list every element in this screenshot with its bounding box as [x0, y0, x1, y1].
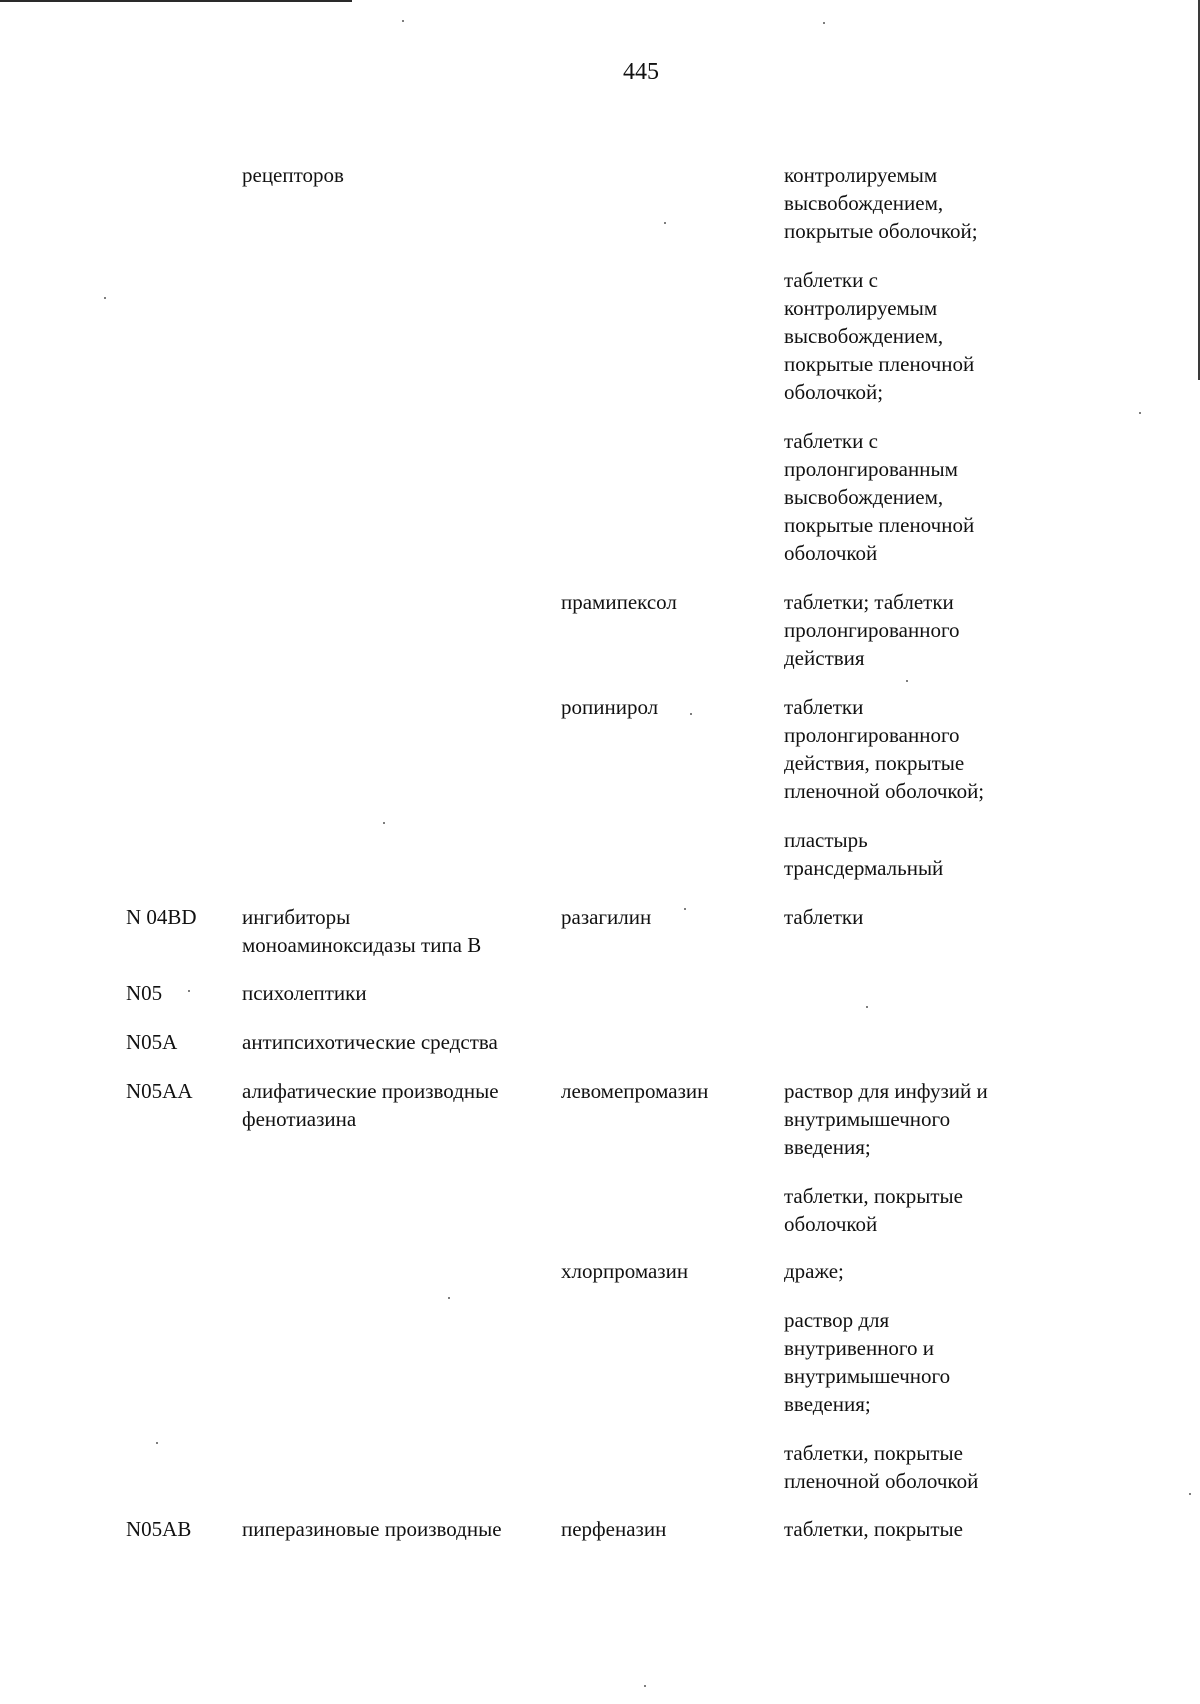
scan-speck	[1189, 1493, 1191, 1495]
atc-code: N05	[126, 981, 163, 1005]
dosage-form: таблетки с пролонгированным высвобождением, покрытые пленочной оболочкой	[784, 429, 975, 565]
group-name: психолептики	[242, 981, 367, 1005]
dosage-form: пластырь трансдермальный	[784, 828, 944, 880]
dosage-form: таблетки, покрытые пленочной оболочкой	[784, 1441, 979, 1493]
drug-name: левомепромазин	[561, 1079, 709, 1103]
dosage-form: таблетки	[784, 905, 864, 929]
scan-speck	[104, 297, 106, 299]
scan-speck	[690, 713, 692, 715]
scan-speck	[188, 990, 190, 992]
atc-code: N 04BD	[126, 905, 197, 929]
group-name: пиперазиновые производные	[242, 1517, 502, 1541]
scan-speck	[684, 908, 686, 910]
scan-border-top	[0, 0, 352, 2]
scan-speck	[906, 680, 908, 682]
scan-speck	[1139, 412, 1141, 414]
atc-code: N05AA	[126, 1079, 193, 1103]
dosage-form: таблетки пролонгированного действия, покрытые пленочной оболочкой;	[784, 695, 985, 803]
scan-speck	[664, 222, 666, 224]
scan-speck	[402, 20, 404, 22]
dosage-form: контролируемым высвобождением, покрытые оболочкой;	[784, 163, 978, 243]
group-name: антипсихотические средства	[242, 1030, 498, 1054]
drug-name: разагилин	[561, 905, 652, 929]
page-number: 445	[623, 59, 659, 85]
group-name: рецепторов	[242, 163, 344, 187]
drug-name: перфеназин	[561, 1517, 667, 1541]
scan-speck	[383, 822, 385, 824]
dosage-form: таблетки с контролируемым высвобождением, покрытые пленочной оболочкой;	[784, 268, 975, 404]
dosage-form: таблетки, покрытые	[784, 1517, 963, 1541]
dosage-form: раствор для инфузий и внутримышечного введения;	[784, 1079, 988, 1159]
scan-speck	[448, 1297, 450, 1299]
scan-speck	[823, 22, 825, 24]
drug-name: хлорпромазин	[561, 1259, 689, 1283]
dosage-form: таблетки, покрытые оболочкой	[784, 1184, 963, 1236]
atc-code: N05AB	[126, 1517, 192, 1541]
scan-speck	[866, 1006, 868, 1008]
atc-code: N05A	[126, 1030, 178, 1054]
dosage-form: раствор для внутривенного и внутримышечного введения;	[784, 1308, 951, 1416]
drug-name: ропинирол	[561, 695, 659, 719]
scan-speck	[156, 1442, 158, 1444]
group-name: ингибиторы моноаминоксидазы типа B	[242, 905, 482, 957]
dosage-form: таблетки; таблетки пролонгированного действия	[784, 590, 960, 670]
group-name: алифатические производные фенотиазина	[242, 1079, 499, 1131]
dosage-form: драже;	[784, 1259, 844, 1283]
scan-speck	[644, 1685, 646, 1687]
drug-name: прамипексол	[561, 590, 677, 614]
